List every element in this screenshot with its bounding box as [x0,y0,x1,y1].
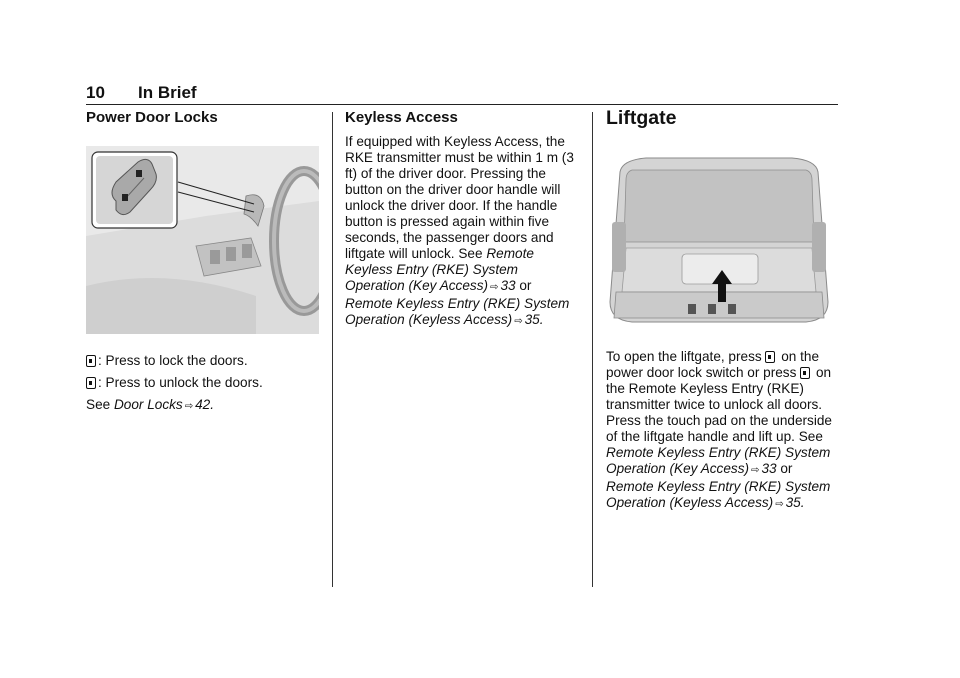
column-keyless-access [345,110,581,330]
column-divider-left [332,112,333,587]
liftgate-text-a: To open the liftgate, press [606,349,762,364]
column-liftgate [606,107,840,129]
page-ref-33[interactable]: 33 [761,461,777,476]
lock-instructions [86,353,322,415]
rke-keyless-access-link[interactable]: Remote Keyless Entry (RKE) System Operation (Keyless Access) [345,296,570,327]
unlock-text: : Press to unlock the doors. [98,375,263,390]
column-divider-right [592,112,593,587]
page-ref[interactable]: 42. [195,397,215,412]
page-ref-arrow-icon: ⇨ [184,401,194,412]
page-header [86,82,838,105]
rke-key-access-link[interactable]: Remote Keyless Entry (RKE) System Operation (Key Access) [345,246,534,293]
door-locks-link[interactable]: Door Locks [113,397,183,412]
unlock-icon [765,351,775,363]
liftgate-text-b: on the power door lock switch or press [606,349,820,380]
or-text: or [780,461,793,476]
liftgate-body [606,349,840,513]
unlock-icon [800,367,810,379]
keyless-access-body [345,134,581,330]
unlock-icon [86,377,96,389]
lock-text: : Press to lock the doors. [98,353,248,368]
page-ref-arrow-icon: ⇨ [490,282,499,293]
liftgate-text-c: on the Remote Keyless Entry (RKE) transmitter twice to unlock all doors. Press the touch pad on the underside of the liftgate handle and lift up. See [606,365,832,444]
liftgate-instructions [606,349,840,513]
column-power-door-locks [86,110,322,126]
heading-liftgate: Liftgate [606,107,677,129]
door-lock-switch-illustration [86,146,319,334]
page-ref-35[interactable]: 35. [785,495,805,510]
rke-key-access-link[interactable]: Remote Keyless Entry (RKE) System Operation (Key Access) [606,445,831,476]
rke-keyless-access-link[interactable]: Remote Keyless Entry (RKE) System Operation (Keyless Access) [606,479,831,510]
lock-icon [86,355,96,367]
liftgate-illustration [606,152,832,332]
section-title: In Brief [138,83,197,102]
unlock-line [86,375,322,391]
keyless-body-text: If equipped with Keyless Access, the RKE transmitter must be within 1 m (3 ft) of the driver door. Pressing the button on the driver door handle will unlock the driver door. If the handle button is pressed again within five seconds, the passenger doors and liftgate will unlock. See [345,134,574,261]
page-ref-arrow-icon: ⇨ [751,465,760,476]
heading-power-door-locks: Power Door Locks [86,109,218,126]
see-door-locks [86,397,322,415]
page-ref-35[interactable]: 35. [524,312,544,327]
lock-line [86,353,322,369]
heading-keyless-access: Keyless Access [345,109,458,126]
page-ref-33[interactable]: 33 [500,278,516,293]
page-number: 10 [86,83,105,102]
or-text: or [519,278,532,293]
page-ref-arrow-icon: ⇨ [514,316,523,327]
page-ref-arrow-icon: ⇨ [775,499,784,510]
see-prefix: See [86,397,111,412]
